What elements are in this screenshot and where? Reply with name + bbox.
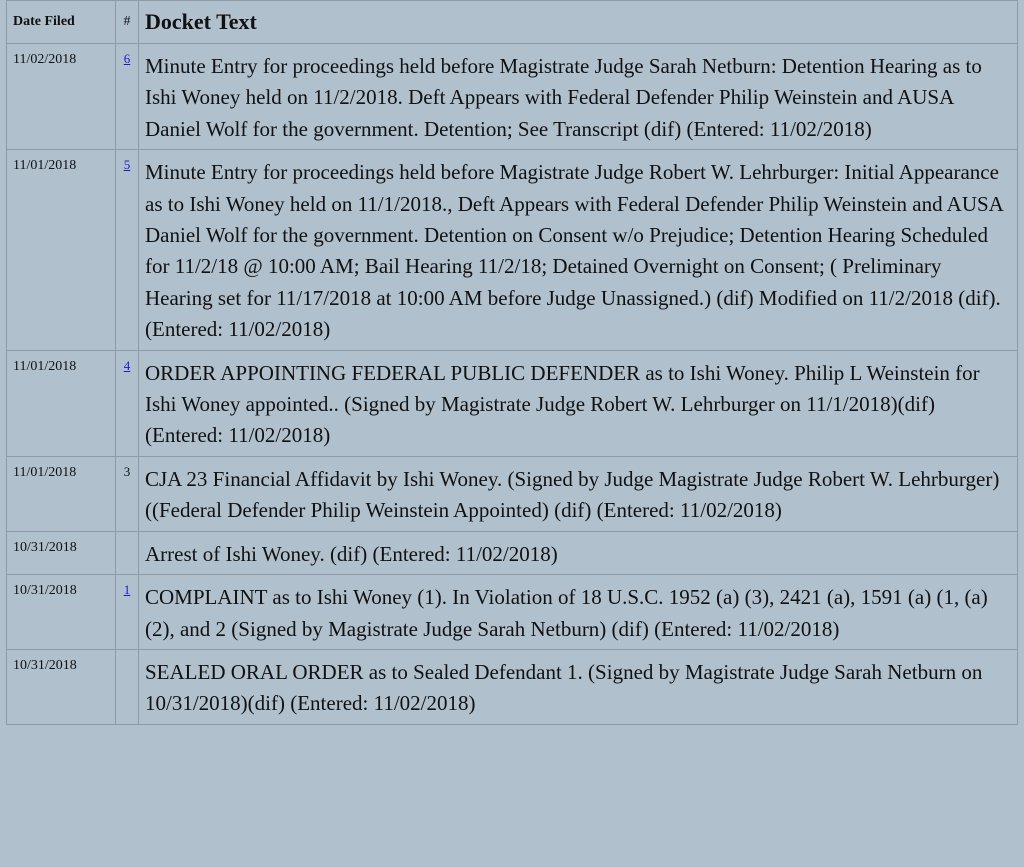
docket-number-link[interactable]: 5 xyxy=(123,157,131,173)
date-filed-cell: 11/01/2018 xyxy=(7,150,116,350)
docket-number-cell xyxy=(116,575,139,650)
docket-number-cell xyxy=(116,350,139,456)
date-filed-cell: 11/02/2018 xyxy=(7,44,116,150)
docket-text-cell: Minute Entry for proceedings held before Magistrate Judge Sarah Netburn: Detention Hearing as to Ishi Woney held on 11/2/2018. Deft Appears with Federal Defender Philip Weinstein and AUSA Daniel Wolf for the government. Detention; See Transcript (dif) (Entered: 11/02/2018) xyxy=(139,44,1018,150)
docket-text-cell: Arrest of Ishi Woney. (dif) (Entered: 11/02/2018) xyxy=(139,531,1018,574)
docket-row xyxy=(7,456,1018,531)
docket-number-link[interactable]: 4 xyxy=(123,357,131,373)
docket-text-header: Docket Text xyxy=(139,1,1018,44)
date-filed-cell: 10/31/2018 xyxy=(7,649,116,724)
date-filed-cell: 10/31/2018 xyxy=(7,531,116,574)
docket-number-link[interactable]: 1 xyxy=(123,582,131,598)
docket-table xyxy=(6,0,1018,725)
docket-text-cell: COMPLAINT as to Ishi Woney (1). In Violation of 18 U.S.C. 1952 (a) (3), 2421 (a), 1591 (a) (1, (a) (2), and 2 (Signed by Magistrate Judge Sarah Netburn) (dif) (Entered: 11/02/2018) xyxy=(139,575,1018,650)
docket-text-cell: ORDER APPOINTING FEDERAL PUBLIC DEFENDER as to Ishi Woney. Philip L Weinstein for Ishi Woney appointed.. (Signed by Magistrate Judge Robert W. Lehrburger on 11/1/2018)(dif) (Entered: 11/02/2018) xyxy=(139,350,1018,456)
docket-row xyxy=(7,649,1018,724)
number-header: # xyxy=(116,1,139,44)
date-filed-cell: 11/01/2018 xyxy=(7,350,116,456)
docket-row xyxy=(7,44,1018,150)
docket-number-cell xyxy=(116,456,139,531)
docket-number-cell xyxy=(116,649,139,724)
date-filed-cell: 10/31/2018 xyxy=(7,575,116,650)
header-row xyxy=(7,1,1018,44)
docket-number-cell xyxy=(116,150,139,350)
docket-number: 3 xyxy=(123,463,131,479)
docket-number-cell xyxy=(116,531,139,574)
date-filed-header: Date Filed xyxy=(7,1,116,44)
docket-text-cell: SEALED ORAL ORDER as to Sealed Defendant 1. (Signed by Magistrate Judge Sarah Netburn on 10/31/2018)(dif) (Entered: 11/02/2018) xyxy=(139,649,1018,724)
date-filed-cell: 11/01/2018 xyxy=(7,456,116,531)
docket-number-link[interactable]: 6 xyxy=(123,51,131,66)
docket-number-cell xyxy=(116,44,139,150)
docket-text-cell: Minute Entry for proceedings held before Magistrate Judge Robert W. Lehrburger: Initial Appearance as to Ishi Woney held on 11/1/2018., Deft Appears with Federal Defender Philip Weinstein and AUSA Daniel Wolf for the government. Detention on Consent w/o Prejudice; Detention Hearing Scheduled for 11/2/18 @ 10:00 AM; Bail Hearing 11/2/18; Detained Overnight on Consent; ( Preliminary Hearing set for 11/17/2018 at 10:00 AM before Judge Unassigned.) (dif) Modified on 11/2/2018 (dif). (Entered: 11/02/2018) xyxy=(139,150,1018,350)
docket-row xyxy=(7,575,1018,650)
docket-text-cell: CJA 23 Financial Affidavit by Ishi Woney. (Signed by Judge Magistrate Judge Robert W. Lehrburger) ((Federal Defender Philip Weinstein Appointed) (dif) (Entered: 11/02/2018) xyxy=(139,456,1018,531)
docket-row xyxy=(7,350,1018,456)
docket-row xyxy=(7,531,1018,574)
docket-row xyxy=(7,150,1018,350)
